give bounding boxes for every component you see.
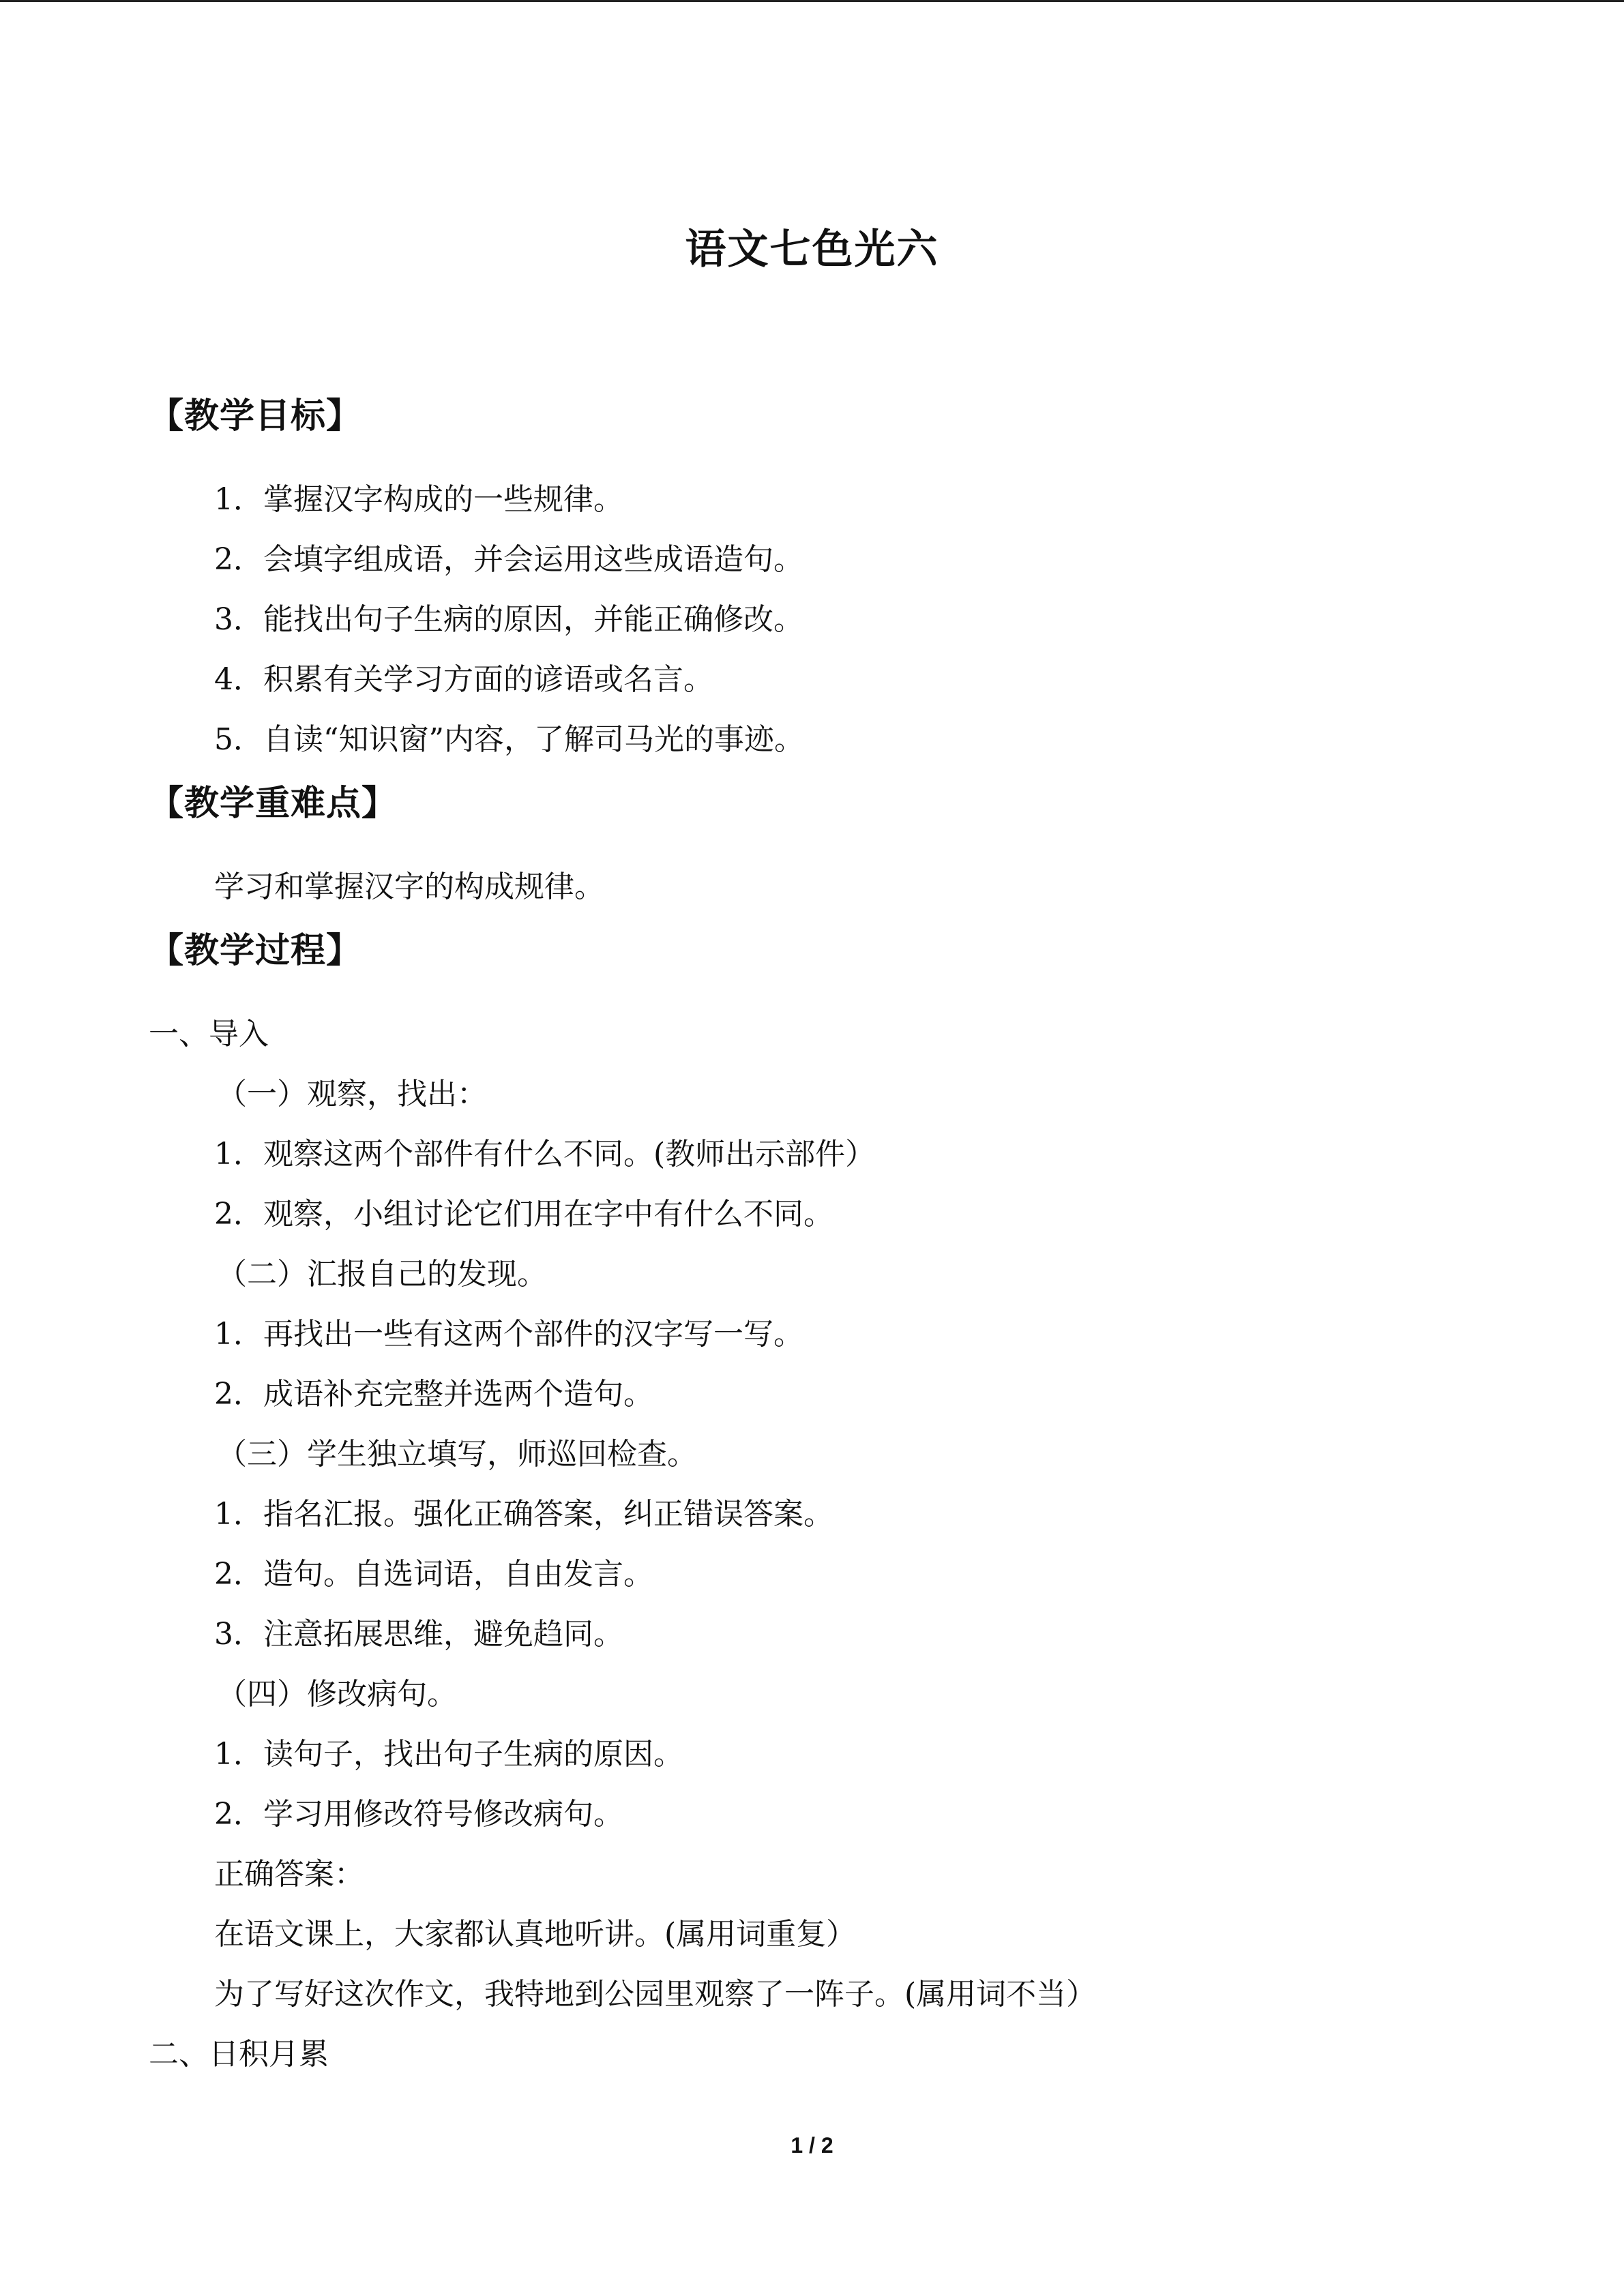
goal-item: 1．掌握汉字构成的一些规律。 [214, 482, 623, 517]
process-line: 1．观察这两个部件有什么不同。(教师出示部件） [214, 1137, 876, 1172]
process-subheading: （三）学生独立填写，师巡回检查。 [217, 1437, 697, 1472]
process-step-heading: 一、导入 [149, 1017, 269, 1052]
goal-item: 3．能找出句子生病的原因，并能正确修改。 [214, 602, 803, 637]
page-top-border [0, 0, 1624, 2]
page-number: 1 / 2 [791, 2133, 833, 2158]
process-step-heading: 二、日积月累 [149, 2037, 329, 2072]
section-heading-process: 【教学过程】 [149, 930, 362, 971]
process-line: 1．再找出一些有这两个部件的汉字写一写。 [214, 1317, 803, 1352]
process-subheading: （二）汇报自己的发现。 [217, 1257, 547, 1292]
process-line: 2．观察，小组讨论它们用在字中有什么不同。 [214, 1197, 833, 1232]
process-line: 1．指名汇报。强化正确答案，纠正错误答案。 [214, 1497, 833, 1532]
process-line: 2．成语补充完整并选两个造句。 [214, 1377, 653, 1412]
process-line: 正确答案： [214, 1857, 364, 1892]
section-heading-goals: 【教学目标】 [149, 396, 362, 436]
goal-item: 2．会填字组成语，并会运用这些成语造句。 [214, 542, 803, 577]
goal-item: 4．积累有关学习方面的谚语或名言。 [214, 662, 713, 697]
process-line: 2．造句。自选词语，自由发言。 [214, 1557, 653, 1592]
section-heading-keypoints: 【教学重难点】 [149, 783, 398, 824]
process-line: 3．注意拓展思维，避免趋同。 [214, 1617, 623, 1652]
process-line: 在语文课上，大家都认真地听讲。(属用词重复） [214, 1917, 857, 1952]
process-subheading: （四）修改病句。 [217, 1677, 457, 1712]
document-title: 语文七色光六 [685, 226, 939, 273]
process-line: 2．学习用修改符号修改病句。 [214, 1797, 623, 1832]
process-line: 为了写好这次作文，我特地到公园里观察了一阵子。(属用词不当） [214, 1977, 1097, 2012]
goal-item: 5．自读“知识窗”内容，了解司马光的事迹。 [214, 722, 804, 757]
keypoints-text: 学习和掌握汉字的构成规律。 [214, 869, 604, 904]
process-line: 1．读句子，找出句子生病的原因。 [214, 1737, 683, 1772]
process-subheading: （一）观察，找出： [217, 1077, 487, 1112]
